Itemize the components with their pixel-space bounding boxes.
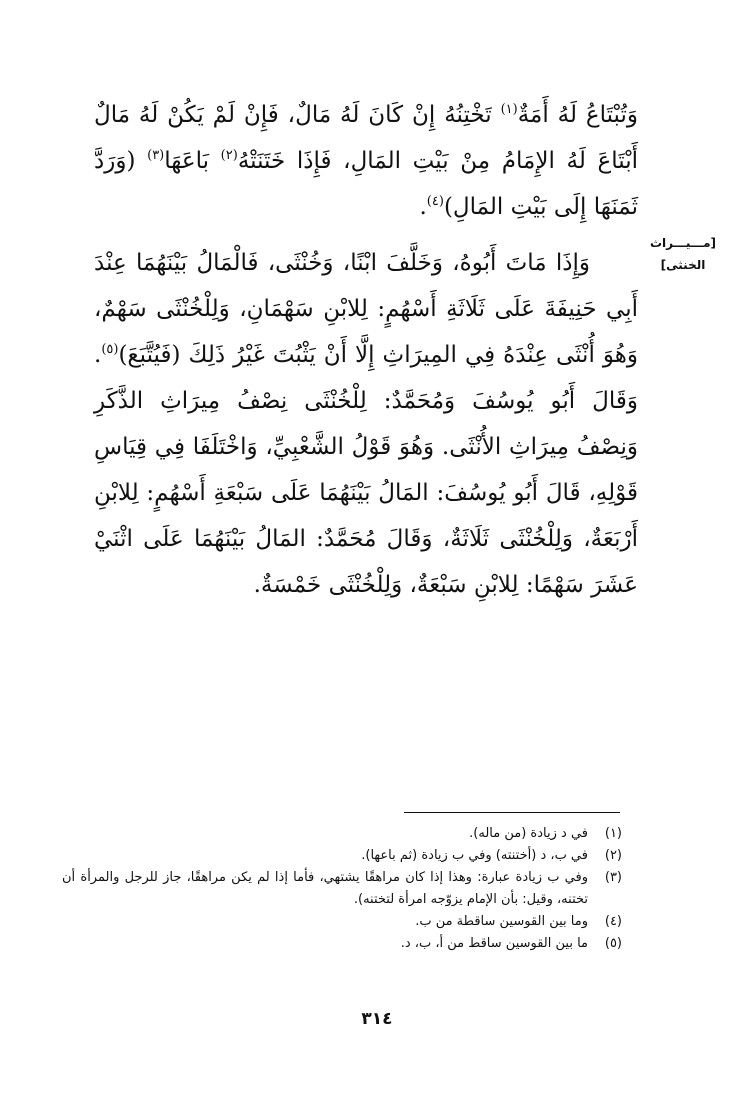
margin-heading: [638, 232, 728, 276]
footnote-number: (٢): [604, 848, 622, 863]
footnote-3: [62, 867, 622, 911]
footnote-1: [62, 823, 622, 845]
paragraph-2-text-part-2: . وَقَالَ أَبُو يُوسُفَ وَمُحَمَّدٌ: لِلْخُنْثَى نِصْفُ مِيرَاثِ الذَّكَرِ وَنِصْفُ مِيرَاثِ الأُنْثَى. وَهُوَ قَوْلُ الشَّعْبِيِّ، وَاخْتَلَفَا فِي قِيَاسِ قَوْلِهِ، قَالَ أَبُو يُوسُفَ: المَالُ بَيْنَهُمَا عَلَى سَبْعَةِ أَسْهُمٍ: لِلابْنِ أَرْبَعَةٌ، وَلِلْخُنْثَى ثَلَاثَةٌ، وَقَالَ مُحَمَّدٌ: المَالُ بَيْنَهُمَا عَلَى اثْنَيْ عَشَرَ سَهْمًا: لِلابْنِ سَبْعَةٌ، وَلِلْخُنْثَى خَمْسَةٌ.: [94, 342, 638, 598]
paragraph-2-text-part-1: وَإِذَا مَاتَ أَبُوهُ، وَخَلَّفَ ابْنًا، وَخُنْثَى، فَالْمَالُ بَيْنَهُمَا عِنْدَ أَبِي حَنِيفَةَ عَلَى ثَلَاثَةِ أَسْهُمٍ: لِلابْنِ سَهْمَانِ، وَلِلْخُنْثَى سَهْمٌ، وَهُوَ أُنْثَى عِنْدَهُ فِي المِيرَاثِ إِلَّا أَنْ يَثْبُتَ غَيْرُ ذَلِكَ (فَيُتَّبَعَ): [94, 250, 638, 368]
margin-heading-line-1: [مـــيـــراث: [649, 236, 717, 250]
footnote-text: ما بين القوسين ساقط من أ، ب، د.: [400, 936, 588, 951]
paragraph-1: [94, 92, 638, 230]
footnote-ref-3: (٣): [147, 148, 165, 163]
paragraph-1-text-part-3: بَاعَهَا: [164, 148, 221, 174]
footnote-ref-5: (٥): [101, 342, 119, 357]
footnote-ref-4: (٤): [426, 194, 444, 209]
footnote-text: في ب، د (أختنته) وفي ب زيادة (ثم باعها).: [361, 848, 588, 863]
paragraph-1-text-part-2: تَخْتِنُهُ إِنْ كَانَ لَهُ مَالٌ، فَإِنْ لَمْ يَكُنْ لَهُ مَالٌ أَبْتَاعَ لَهُ الإِمَامُ مِنْ بَيْتِ المَالِ، فَإِذَا خَتَنَتْهُ: [94, 102, 638, 174]
footnote-text: في د زيادة (من ماله).: [469, 826, 588, 841]
footnote-text: وما بين القوسين ساقطة من ب.: [415, 914, 588, 929]
footnotes: [62, 823, 622, 955]
footnote-number: (٣): [604, 870, 622, 885]
footnote-number: (٥): [604, 936, 622, 951]
footnote-divider: [404, 812, 620, 813]
paragraph-1-text-part-1: وَتُبْتَاعُ لَهُ أَمَةٌ: [517, 102, 638, 128]
footnote-4: [62, 911, 622, 933]
footnote-number: (٤): [604, 914, 622, 929]
paragraph-1-text-part-5: .: [419, 194, 427, 220]
footnote-ref-1: (١): [500, 102, 518, 117]
paragraph-2: [94, 240, 638, 608]
footnote-text: وفي ب زيادة عبارة: وهذا إذا كان مراهقًا يشتهي، فأما إذا لم يكن مراهقًا، جاز للرجل والمرأة أن تختنه، وقيل: بأن الإمام يزوّجه امرأة لتختنه).: [62, 870, 588, 907]
footnote-number: (١): [604, 826, 622, 841]
page-number: ٣١٤: [361, 1009, 393, 1029]
footnote-5: [62, 933, 622, 955]
margin-heading-line-2: الخنثى]: [660, 258, 706, 272]
footnote-ref-2: (٢): [220, 148, 238, 163]
footnote-2: [62, 845, 622, 867]
main-text: [94, 92, 638, 608]
paragraph-1-text-part-4: (وَرَدَّ ثَمَنَهَا إِلَى بَيْتِ المَالِ): [94, 148, 638, 220]
